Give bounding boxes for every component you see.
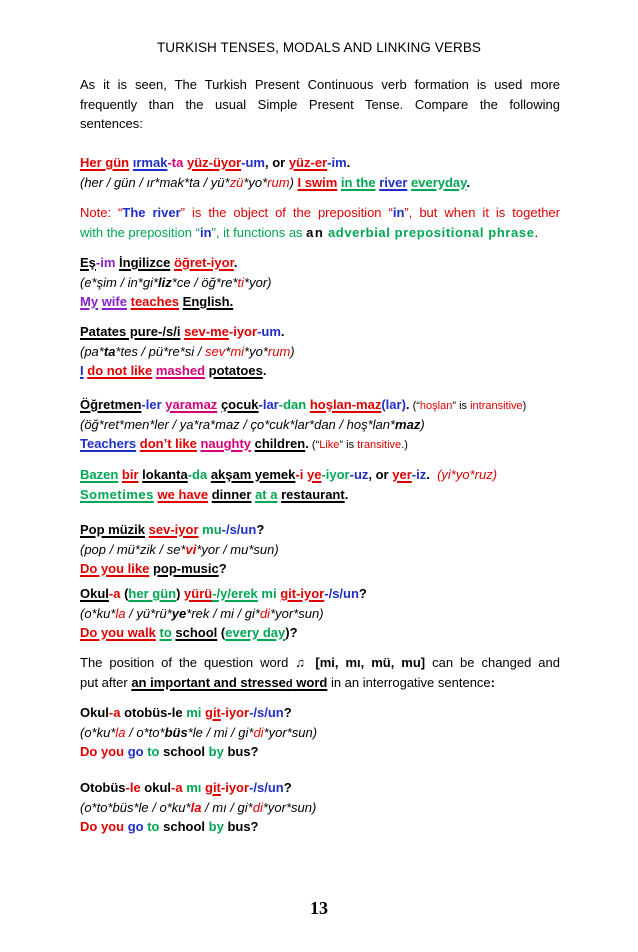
example-5 <box>80 465 560 504</box>
punct: ) <box>176 586 185 601</box>
english-word: potatoes <box>208 363 263 378</box>
turkish-sentence <box>80 520 560 540</box>
word: lokanta <box>142 467 188 482</box>
suffix: -ler <box>141 397 162 412</box>
word: git <box>205 780 221 795</box>
english-word: Sometimes <box>80 486 154 502</box>
punct: : <box>490 674 495 690</box>
english-sentence <box>80 817 560 837</box>
punct: )? <box>285 625 298 640</box>
word: Patates pure <box>80 324 159 339</box>
pron: (her / gün / ır*mak*ta / yü* <box>80 174 230 190</box>
pron: (o*to*büs*le / o*ku* <box>80 799 191 815</box>
suffix: -uz <box>349 467 369 482</box>
pronunciation <box>80 273 560 293</box>
note-text: Note: “ <box>80 205 123 220</box>
word: Okul <box>80 705 109 720</box>
pron-stress: sev <box>205 343 226 359</box>
note-text: ”, it functions as <box>211 224 307 240</box>
english-word: river <box>379 174 408 190</box>
pronunciation <box>80 798 560 818</box>
turkish-sentence <box>80 395 560 415</box>
pron: / mı / gi* <box>201 799 253 815</box>
english-word: Do you walk <box>80 625 156 640</box>
word: git <box>205 705 221 720</box>
note-keyword: The river <box>122 205 181 220</box>
word: İngilizce <box>119 255 171 270</box>
note-line <box>80 203 560 223</box>
english-sentence <box>80 292 560 312</box>
english-sentence <box>80 485 560 505</box>
suffix: -iz <box>411 467 427 482</box>
punct: . <box>534 224 539 240</box>
pron: *rek / mi / gi* <box>186 605 260 621</box>
english-word: Teachers <box>80 436 137 451</box>
english-sentence <box>80 623 560 643</box>
pron-stress: ta <box>103 343 116 359</box>
english-word: to <box>147 744 160 759</box>
pron-stress: di <box>259 605 271 621</box>
word: akşam yemek <box>210 467 296 482</box>
word: yaramaz <box>165 397 218 412</box>
word: Okul <box>80 586 109 601</box>
english-word: teaches <box>130 294 180 309</box>
punct: . <box>344 486 349 502</box>
pron: *yor*sun) <box>270 605 324 621</box>
word: ırmak <box>132 155 168 170</box>
example-7 <box>80 584 560 643</box>
pron: (o*ku* <box>80 724 116 740</box>
word: , or <box>368 467 393 482</box>
pron-stress: di <box>252 799 263 815</box>
suffix: -/s/i <box>158 324 181 339</box>
english-word: pop-music <box>152 561 219 576</box>
punct: ? <box>218 561 227 576</box>
english-word: by <box>208 819 224 834</box>
punct: ? <box>283 780 292 795</box>
punct: ? <box>256 522 265 537</box>
suffix: -im <box>327 155 347 170</box>
english-word: school <box>163 819 206 834</box>
english-word: Do you <box>80 744 125 759</box>
english-sentence <box>80 742 560 762</box>
grammar-note: (“Like” is transitive.) <box>308 439 408 451</box>
pron: (e*şim / in*gi* <box>80 274 159 290</box>
example-4 <box>80 395 560 454</box>
emphasis: word <box>292 674 328 690</box>
english-word: Do you like <box>80 561 150 576</box>
english-word: My <box>80 294 99 309</box>
example-9 <box>80 778 560 837</box>
english-word: I swim <box>297 174 338 190</box>
word: mu <box>202 522 222 537</box>
turkish-sentence <box>80 584 560 604</box>
suffix: -iyor <box>220 705 250 720</box>
pron: ) <box>420 416 425 432</box>
pron: / o*to* <box>125 724 165 740</box>
english-word: bus? <box>227 819 259 834</box>
suffix: -im <box>95 255 116 270</box>
word: hoşlan-maz <box>309 397 382 412</box>
suffix: -le <box>167 705 183 720</box>
word: çocuk <box>220 397 259 412</box>
pron: *yor*sun) <box>262 799 317 815</box>
suffix: -dan <box>278 397 307 412</box>
pron: *ce / öğ*re* <box>171 274 238 290</box>
punct: . <box>405 397 410 412</box>
suffix: -a <box>108 705 121 720</box>
word: otobüs <box>120 705 168 720</box>
suffix: -/s/un <box>221 522 257 537</box>
english-word: dinner <box>211 486 252 502</box>
word: mi <box>261 586 277 601</box>
english-word: restaurant <box>281 486 345 502</box>
english-word: bus? <box>227 744 259 759</box>
suffix: -/s/un <box>324 586 359 601</box>
english-sentence <box>80 434 560 454</box>
english-word: wife <box>101 294 127 309</box>
turkish-sentence <box>80 778 560 798</box>
english-word: at a <box>255 486 278 502</box>
pronunciation <box>80 723 560 743</box>
pron-stress: liz <box>158 274 172 290</box>
punct: . <box>466 174 471 190</box>
pron-stress: la <box>115 605 126 621</box>
text: put after <box>80 674 132 690</box>
english-word: naughty <box>200 436 252 451</box>
suffix: -da <box>187 467 208 482</box>
suffix: -iyor <box>321 467 350 482</box>
text: The position of the question word <box>80 655 296 670</box>
suffix: (lar) <box>381 397 406 412</box>
intro-paragraph <box>80 75 560 134</box>
punct: ? <box>358 586 367 601</box>
word: Her gün <box>80 155 130 170</box>
text: can be changed and <box>425 655 560 670</box>
emphasis: an important and stresse <box>131 674 286 690</box>
english-sentence <box>80 361 560 381</box>
pron: (o*ku* <box>80 605 116 621</box>
suffix: -um <box>257 324 281 339</box>
pron: ) <box>289 174 298 190</box>
turkish-sentence <box>80 703 560 723</box>
pron: *yor / mu*sun) <box>196 541 279 557</box>
suffix: -/s/un <box>249 780 284 795</box>
music-note-icon: ♫ <box>295 655 309 670</box>
pronunciation <box>80 173 560 193</box>
punct: . <box>305 436 309 451</box>
note-text: ” is the object of the preposition “ <box>180 205 393 220</box>
punct: . <box>346 155 351 170</box>
word: yürü <box>184 586 213 601</box>
pronunciation <box>80 540 560 560</box>
suffix: -ta <box>167 155 184 170</box>
punct: . <box>262 363 267 378</box>
word: , or <box>264 155 289 170</box>
note-text: with the preposition “ <box>80 224 200 240</box>
suffix: -a <box>171 780 183 795</box>
pron-stress: büs <box>164 724 188 740</box>
pron-stress: zü <box>229 174 244 190</box>
word: Bazen <box>80 467 119 482</box>
example-1 <box>80 153 560 192</box>
intro-line: frequently than the usual Simple Present Tense. Compare the following <box>80 96 560 112</box>
word: Pop müzik <box>80 522 146 537</box>
pron: *yo* <box>244 343 268 359</box>
word: Otobüs <box>80 780 126 795</box>
word: sev-me <box>184 324 229 339</box>
pron: *le / mi / gi* <box>187 724 254 740</box>
punct: ( <box>120 586 129 601</box>
question-paragraph <box>80 653 560 692</box>
note-keyword: in <box>199 224 212 240</box>
word: mı <box>186 780 202 795</box>
word: Öğretmen <box>80 397 142 412</box>
note-paragraph <box>80 203 560 242</box>
english-word: go <box>127 819 144 834</box>
english-word: by <box>208 744 224 759</box>
pron-stress: ti <box>237 274 245 290</box>
suffix: -/s/un <box>249 705 284 720</box>
pron: *yo* <box>243 174 268 190</box>
grammar-note: (“hoşlan” is intransitive) <box>412 400 527 412</box>
pron-stress: di <box>253 724 264 740</box>
turkish-sentence <box>80 153 560 173</box>
suffix: -a <box>108 586 121 601</box>
word: her gün <box>128 586 177 601</box>
emphasis: d <box>285 677 293 690</box>
pron-stress: ye <box>171 605 187 621</box>
note-keyword: an <box>306 224 325 240</box>
word: okul <box>140 780 172 795</box>
question-particles: [mi, mı, mü, mu] <box>315 655 426 670</box>
page-number: 13 <box>310 898 328 918</box>
intro-line: As it is seen, The Turkish Present Continuous verb formation is used more <box>80 77 560 92</box>
english-word: English. <box>182 294 234 309</box>
pronunciation <box>80 604 560 624</box>
pron: (pa* <box>80 343 104 359</box>
pron: (öğ*ret*men*ler / ya*ra*maz / ço*cuk*lar*dan / hoş*lan* <box>80 416 396 432</box>
english-word: children <box>254 436 306 451</box>
punct: . <box>280 324 285 339</box>
word: sev-iyor <box>148 522 199 537</box>
english-word: every day <box>225 625 286 640</box>
suffix: -/y/erek <box>212 586 258 601</box>
turkish-sentence <box>80 322 560 342</box>
english-word: to <box>147 819 160 834</box>
turkish-sentence <box>80 253 560 273</box>
note-keyword: in <box>392 205 405 220</box>
pron: *yor) <box>244 274 272 290</box>
english-word: don’t like <box>139 436 197 451</box>
suffix: -le <box>125 780 141 795</box>
pron: / yü*rü* <box>125 605 172 621</box>
question-line <box>80 673 560 693</box>
english-word: in the <box>340 174 376 190</box>
english-sentence <box>80 559 560 579</box>
pron: * <box>225 343 231 359</box>
pron-stress: la <box>115 724 126 740</box>
word: ye <box>306 467 322 482</box>
note-line <box>80 223 560 243</box>
word: bir <box>121 467 139 482</box>
text: in an interrogative sentence <box>327 674 491 690</box>
word: yer <box>392 467 412 482</box>
example-3 <box>80 322 560 381</box>
intro-line: sentences: <box>80 116 143 131</box>
turkish-sentence <box>80 465 560 485</box>
english-word: to <box>159 625 172 640</box>
pron-stress: vi <box>185 541 197 557</box>
english-word: mashed <box>155 363 206 378</box>
pron: *tes / pü*re*si / <box>115 343 206 359</box>
pronunciation-inline: (yi*yo*ruz) <box>437 467 498 482</box>
pron: (pop / mü*zik / se* <box>80 541 186 557</box>
word: yüz-üyor <box>186 155 242 170</box>
word: yüz-er <box>288 155 328 170</box>
example-8 <box>80 703 560 762</box>
english-word: Do you <box>80 819 125 834</box>
question-line <box>80 653 560 673</box>
suffix: -iyor <box>220 780 250 795</box>
suffix: -i <box>295 467 304 482</box>
word: öğret-iyor <box>173 255 234 270</box>
pron: ) <box>290 343 295 359</box>
english-word: go <box>127 744 144 759</box>
running-header: TURKISH TENSES, MODALS AND LINKING VERBS <box>156 40 482 55</box>
punct: . <box>233 255 238 270</box>
pron-stress: maz <box>395 416 421 432</box>
pronunciation <box>80 415 560 435</box>
english-word: school <box>163 744 206 759</box>
pron-stress: rum <box>267 343 291 359</box>
word: mi <box>186 705 202 720</box>
pron-stress: mi <box>230 343 245 359</box>
example-2 <box>80 253 560 312</box>
note-keyword: adverbial prepositional phrase <box>327 224 535 240</box>
note-text: ”, but when it is together <box>404 205 560 220</box>
pron-stress: rum <box>267 174 290 190</box>
english-word: school <box>175 625 218 640</box>
english-word: I <box>80 363 84 378</box>
word: git-iyor <box>280 586 325 601</box>
english-word: we have <box>157 486 209 502</box>
punct: . <box>426 467 430 482</box>
example-6 <box>80 520 560 579</box>
english-word: everyday <box>411 174 467 190</box>
suffix: -lar <box>258 397 279 412</box>
pronunciation <box>80 342 560 362</box>
suffix: -iyor <box>228 324 258 339</box>
english-word: do not like <box>87 363 153 378</box>
word: Eş <box>80 255 96 270</box>
suffix: -um <box>241 155 265 170</box>
punct: ( <box>217 625 226 640</box>
pron: *yor*sun) <box>263 724 318 740</box>
punct: ? <box>283 705 292 720</box>
pron-stress: la <box>190 799 202 815</box>
